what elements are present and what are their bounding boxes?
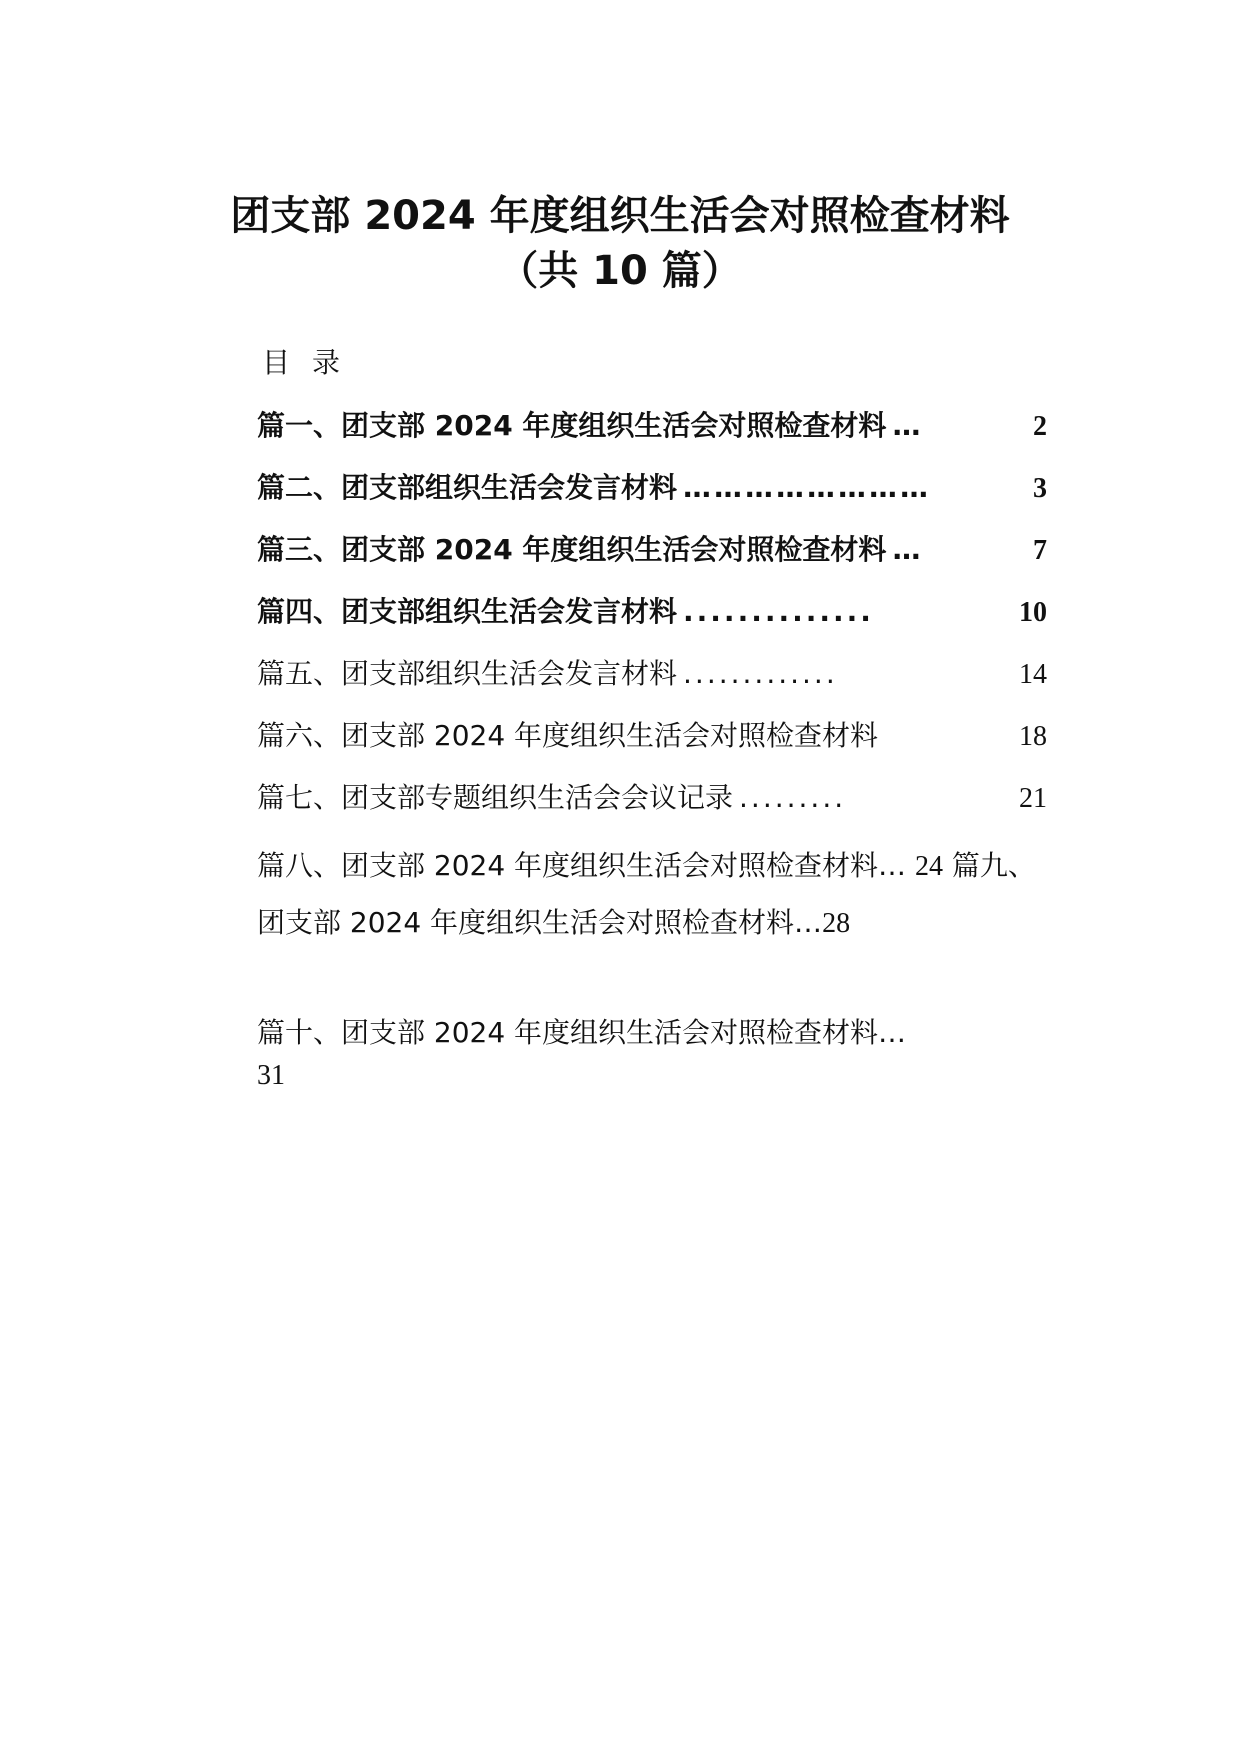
toc-entry-label: 篇六、团支部 2024 年度组织生活会对照检查材料 — [257, 719, 879, 752]
toc-leader: ......... — [739, 781, 847, 814]
toc-heading: 目录 — [262, 346, 363, 379]
toc-entry-1[interactable] — [257, 408, 1047, 445]
toc-leader: .............. — [683, 595, 874, 628]
toc-entry-10-label: 篇十、团支部 2024 年度组织生活会对照检查材料… — [257, 1016, 907, 1049]
toc-leader: …………………… — [683, 471, 932, 504]
toc-entry-5[interactable] — [257, 656, 1047, 693]
toc-entry-label: 篇三、团支部 2024 年度组织生活会对照检查材料 — [257, 533, 887, 566]
toc-entry-label: 篇一、团支部 2024 年度组织生活会对照检查材料 — [257, 409, 887, 442]
toc-entry-6[interactable] — [257, 718, 1047, 755]
toc-entry-label: 篇四、团支部组织生活会发言材料 — [257, 595, 678, 628]
toc-leader: ............. — [683, 657, 838, 690]
document-title: 团支部 2024 年度组织生活会对照检查材料 — [230, 193, 1010, 239]
toc-page-number: 21 — [1019, 783, 1047, 814]
toc-entry-8-page: 24 — [914, 851, 943, 882]
toc-entry-9-label: 篇九、团支部 2024 年度组织生活会对照检查材料… — [257, 849, 1036, 939]
toc-entry-3[interactable] — [257, 532, 1047, 569]
toc-entry-8-label: 篇八、团支部 2024 年度组织生活会对照检查材料… — [257, 849, 907, 882]
toc-entry-4[interactable] — [257, 594, 1047, 631]
toc-entry-label: 篇七、团支部专题组织生活会会议记录 — [257, 781, 734, 814]
document-subtitle: （共 10 篇） — [498, 248, 742, 294]
toc-page-number: 10 — [1019, 597, 1047, 628]
toc-entry-label: 篇五、团支部组织生活会发言材料 — [257, 657, 678, 690]
toc-entry-2[interactable] — [257, 470, 1047, 507]
toc-leader: … — [892, 409, 924, 442]
toc-entry-label: 篇二、团支部组织生活会发言材料 — [257, 471, 678, 504]
toc-entries-8-9[interactable] — [257, 838, 1047, 952]
toc-entry-9-page: 28 — [822, 908, 851, 939]
toc-page-number: 2 — [1033, 411, 1047, 442]
toc-entry-7[interactable] — [257, 780, 1047, 817]
toc-page-number: 3 — [1033, 473, 1047, 504]
toc-leader: … — [892, 533, 924, 566]
toc-page-number: 7 — [1033, 535, 1047, 566]
toc-entry-10[interactable] — [257, 1012, 1047, 1097]
toc-entry-10-page: 31 — [257, 1060, 285, 1091]
toc-page-number: 18 — [1019, 721, 1047, 752]
toc-page-number: 14 — [1019, 659, 1047, 690]
